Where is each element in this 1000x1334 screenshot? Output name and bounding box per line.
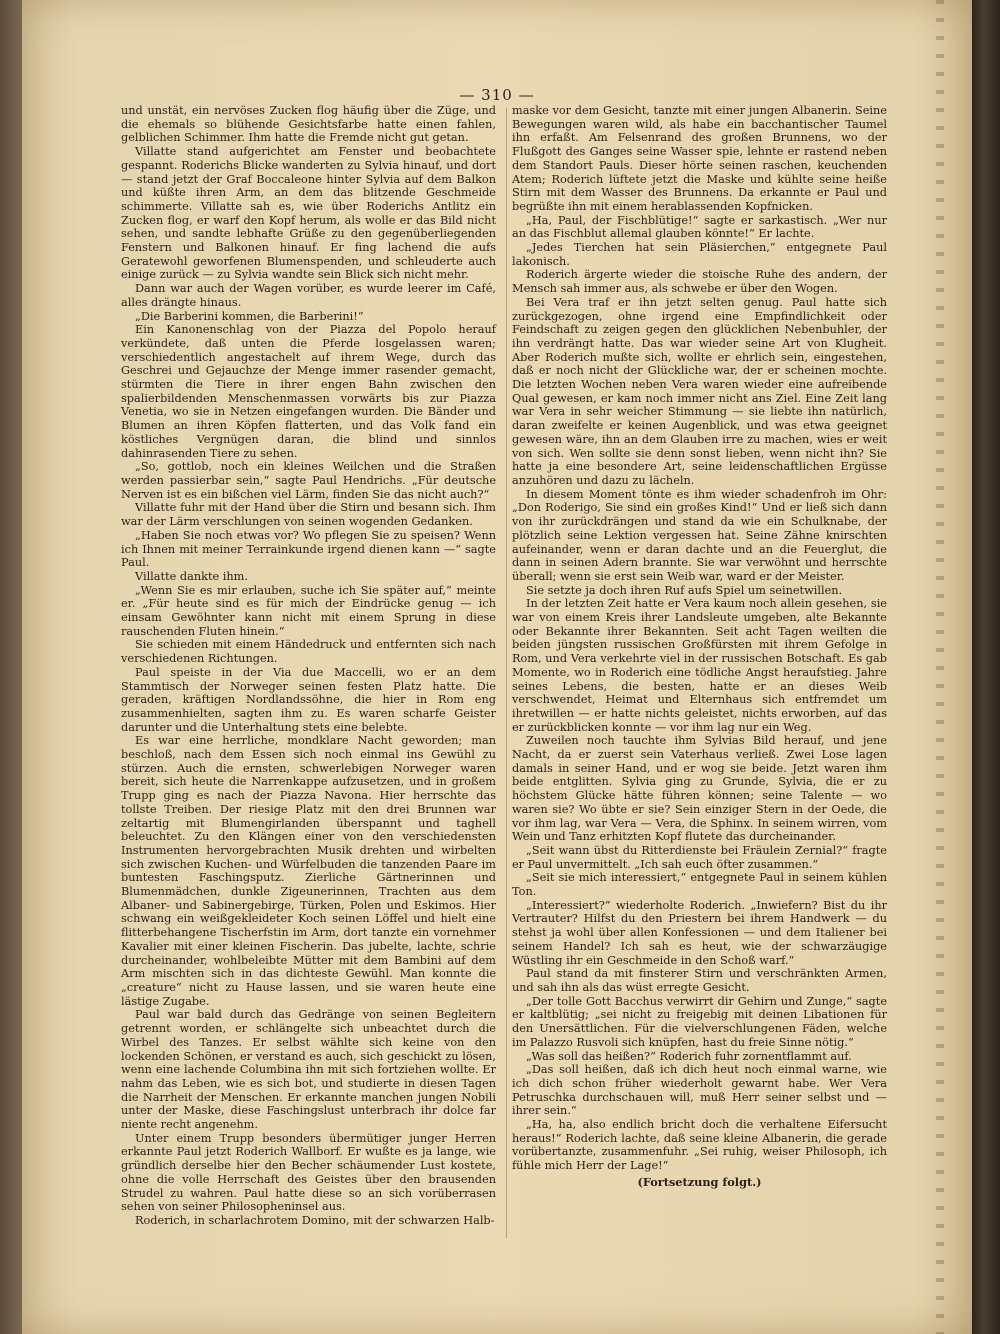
paragraph: Sie setzte ja doch ihren Ruf aufs Spiel um seinetwillen. <box>526 583 843 597</box>
paragraph: Zuweilen noch tauchte ihm Sylvias Bild herauf, und jene Nacht, da er zuerst sein Vaterhaus verließ. Zwei Lose lagen damals in seiner Hand, und er wog sie beide. Jetzt waren ihm beide entglitten. Sylvia ging zu Grunde, Sylvia, die er zu höchstem Glücke hätte führen können; seine Talente — wo waren sie? Wo übte er sie? Sein einziger Stern in der Oede, die vor ihm lag, war Vera — Vera, die Sphinx. In seinem wirren, vom Wein und Tanz erhitzten Kopf flutete das durcheinander. <box>512 734 887 844</box>
continuation-note: (Fortsetzung folgt.) <box>637 1174 762 1189</box>
paragraph: Ein Kanonenschlag von der Piazza del Popolo herauf verkündete, daß unten die Pferde losgelassen waren; verschiedentlich angestachelt auf ihrem Wege, durch das Geschrei und Gejauchze der Menge immer rasender gemacht, stürmten die Tiere in ihrer engen Bahn zwischen den spalierbildenden Menschenmassen vorwärts bis zur Piazza Venetia, wo sie in Netzen eingefangen wurden. Die Bänder und Blumen an ihren Köpfen flatterten, und das Volk fand ein köstliches Vergnügen daran, die blind und sinnlos dahinrasenden Tiere zu sehen. <box>121 323 496 460</box>
paragraph: „Seit wann übst du Ritterdienste bei Fräulein Zernial?“ fragte er Paul unvermittelt. „Ich sah euch öfter zusammen.“ <box>512 843 887 871</box>
book-spine-left <box>0 0 22 1334</box>
left-column <box>121 104 496 1228</box>
paragraph: Unter einem Trupp besonders übermütiger junger Herren erkannte Paul jetzt Roderich Wallborf. Er wußte es ja lange, wie gründlich derselbe hier den Becher schäumender Lust kostete, ohne die volle Herrschaft des Geistes über den brausenden Strudel zu wahren. Paul hatte diese so an sich vorüberrasen sehen von seiner Philosopheninsel aus. <box>121 1131 496 1214</box>
paragraph: „Seit sie mich interessiert,“ entgegnete Paul in seinem kühlen Ton. <box>512 871 887 899</box>
book-spine-right <box>972 0 1000 1334</box>
paragraph: „Das soll heißen, daß ich dich heut noch einmal warne, wie ich dich schon früher wiederholt gewarnt habe. Wer Vera Petruschka durchschauen will, muß Herr seiner selbst und — ihrer sein.“ <box>512 1063 887 1118</box>
book-page <box>22 0 972 1334</box>
right-column <box>512 104 887 1190</box>
paragraph: „Interessiert?“ wiederholte Roderich. „Inwiefern? Bist du ihr Vertrauter? Hilfst du den Priestern bei ihrem Handwerk — du stehst ja wohl über allen Konfessionen — und dem Italiener bei seinem Handel? Ich sah es heut, wie der schwarzäugige Wüstling ihr ein Geschmeide in den Schoß warf.“ <box>512 898 887 967</box>
paragraph: maske vor dem Gesicht, tanzte mit einer jungen Albanerin. Seine Bewegungen waren wild, als habe ein bacchantischer Taumel ihn erfaßt. Am Felsenrand des großen Brunnens, wo der Flußgott des Ganges seine Wasser spie, lehnte er rastend neben dem Standort Pauls. Dieser hörte seinen raschen, keuchenden Atem; Roderich lüftete jetzt die Maske und kühlte seine heiße Stirn mit dem Wasser des Brunnens. Da erkannte er Paul und begrüßte ihn mit einem herablassenden Kopfnicken. <box>512 104 887 213</box>
paragraph: „So, gottlob, noch ein kleines Weilchen und die Straßen werden passierbar sein,“ sagte Paul Hendrichs. „Für deutsche Nerven ist es ein bißchen viel Lärm, finden Sie das nicht auch?“ <box>121 460 496 501</box>
paragraph: „Ha, Paul, der Fischblütige!“ sagte er sarkastisch. „Wer nur an das Fischblut allemal glauben könnte!“ Er lachte. <box>512 213 887 241</box>
paragraph: „Was soll das heißen?“ Roderich fuhr zornentflammt auf. <box>526 1049 852 1063</box>
column-divider <box>506 108 507 1238</box>
paragraph: In der letzten Zeit hatte er Vera kaum noch allein gesehen, sie war von einem Kreis ihrer Landsleute umgeben, alte Bekannte oder Bekannte ihrer Bekannten. Seit acht Tagen weilten die beiden jüngsten russischen Großfürsten mit ihrem Gefolge in Rom, und Vera verkehrte viel in der russischen Botschaft. Es gab Momente, wo in Roderich eine tödliche Angst heraufstieg. Jahre seines Lebens, die besten, hatte er an dieses Weib verschwendet, Heimat und Elternhaus sich entfremdet um ihretwillen — er hatte nichts geleistet, nichts erworben, auf das er zurückblicken konnte — vor ihm lag nur ein Weg. <box>512 597 887 734</box>
paragraph: Sie schieden mit einem Händedruck und entfernten sich nach verschiedenen Richtungen. <box>121 638 496 666</box>
paragraph: Roderich, in scharlachrotem Domino, mit der schwarzen Halb- <box>135 1213 495 1227</box>
paragraph: „Wenn Sie es mir erlauben, suche ich Sie später auf,“ meinte er. „Für heute sind es für mich der Eindrücke genug — ich einsam Gewöhnter kann nicht mit einem Sprung in diese rauschenden Fluten hinein.“ <box>121 583 496 638</box>
paragraph: Paul speiste in der Via due Maccelli, wo er an dem Stammtisch der Norweger seinen festen Platz hatte. Die geraden, kräftigen Nordlandssöhne, die hier in Rom eng zusammenhielten, sagten ihm zu. Es waren scharfe Geister darunter und die Unterhaltung stets eine belebte. <box>121 665 496 734</box>
paragraph: „Ha, ha, also endlich bricht doch die verhaltene Eifersucht heraus!“ Roderich lachte, daß seine kleine Albanerin, die gerade vorübertanzte, zusammenfuhr. „Sei ruhig, weiser Philosoph, ich fühle mich Herr der Lage!“ <box>512 1118 887 1173</box>
paragraph: „Haben Sie noch etwas vor? Wo pflegen Sie zu speisen? Wenn ich Ihnen mit meiner Terrainkunde irgend dienen kann —“ sagte Paul. <box>121 528 496 570</box>
paragraph: Dann war auch der Wagen vorüber, es wurde leerer im Café, alles drängte hinaus. <box>121 282 496 309</box>
paragraph: Paul war bald durch das Gedränge von seinen Begleitern getrennt worden, er schlängelte sich unbeachtet durch die Wirbel des Tanzes. Er selbst wählte sich keine von den lockenden Schönen, er verstand es auch, sich geschickt zu lösen, wenn eine lachende Columbina ihn mit sich fortziehen wollte. Er nahm das Leben, wie es sich bot, und studierte in diesen Tagen die Narrheit der Menschen. Er erkannte manchen jungen Nobili unter der Maske, diese Faschingslust unterbrach ihr dolce far niente recht angenehm. <box>121 1008 496 1132</box>
paragraph: Roderich ärgerte wieder die stoische Ruhe des andern, der Mensch sah immer aus, als schwebe er über den Wogen. <box>512 268 887 296</box>
paragraph: und unstät, ein nervöses Zucken flog häufig über die Züge, und die ehemals so blühende Gesichtsfarbe hatte einen fahlen, gelblichen Schimmer. Ihm hatte die Fremde nicht gut getan. <box>121 104 496 145</box>
paragraph: In diesem Moment tönte es ihm wieder schadenfroh im Ohr: „Don Roderigo, Sie sind ein großes Kind!“ Und er ließ sich dann von ihr zurückdrängen und stand da wie ein Schulknabe, der plötzlich seine Lektion vergessen hat. Seine Zähne knirschten aufeinander, wenn er daran dachte und an die Feuerglut, die dann in seinen Adern brannte. Sie war verwöhnt und herrschte überall; wenn sie erst sein Weib war, ward er der Meister. <box>512 487 887 583</box>
paragraph: „Der tolle Gott Bacchus verwirrt dir Gehirn und Zunge,“ sagte er kaltblütig; „sei nicht zu freigebig mit deinen Libationen für den Unersättlichen. Für die vielverschlungenen Fäden, welche im Palazzo Rusvoli sich knüpfen, hast du freie Sinne nötig.“ <box>512 994 887 1049</box>
page-number: — 310 — <box>459 86 535 104</box>
paragraph: Paul stand da mit finsterer Stirn und verschränkten Armen, und sah ihn als das wüst erregte Gesicht. <box>512 967 887 994</box>
paragraph: Villatte fuhr mit der Hand über die Stirn und besann sich. Ihm war der Lärm verschlungen von seinen wogenden Gedanken. <box>121 501 496 529</box>
paragraph: Es war eine herrliche, mondklare Nacht geworden; man beschloß, nach dem Essen sich noch einmal ins Gewühl zu stürzen. Auch die ernsten, schwerlebigen Norweger waren bereit, sich heute die Narrenkappe aufzusetzen, und in großem Trupp ging es nach der Piazza Navona. Hier herrschte das tollste Treiben. Der riesige Platz mit den drei Brunnen war zeltartig mit Blumengirlanden überspannt und taghell beleuchtet. Zu den Klängen einer von den verschiedensten Instrumenten hervorgebrachten Musik drehten und wirbelten sich zwischen Kuchen- und Würfelbuden die tanzenden Paare im buntesten Faschingsputz. Zierliche Gärtnerinnen und Blumenmädchen, dunkle Zigeunerinnen, Trachten aus dem Albaner- und Sabinergebirge, Türken, Polen und Eskimos. Hier schwang ein weißgekleideter Koch seinen Löffel und hielt eine flitterbehangene Tischerfstin im Arm, dort tanzte ein vornehmer Kavalier mit einer kleinen Fischerin. Das jubelte, lachte, schrie durcheinander, wohlbeleibte Mütter mit dem Bambini auf dem Arm mischten sich in das dichteste Gewühl. Man konnte die „creature“ nicht zu Hause lassen, und sie waren heute eine lästige Zugabe. <box>121 734 496 1008</box>
paragraph: Villatte dankte ihm. <box>135 569 248 583</box>
paragraph: Bei Vera traf er ihn jetzt selten genug. Paul hatte sich zurückgezogen, ohne irgend eine Empfindlichkeit oder Feindschaft zu zeigen gegen den glücklichen Nebenbuhler, der ihn verdrängt hatte. Das war wieder seine Art von Klugheit. Aber Roderich mußte sich, wollte er ehrlich sein, eingestehen, daß er noch nicht der Glückliche war, der er scheinen mochte. Die letzten Wochen neben Vera waren wieder eine aufreibende Qual gewesen, er kam noch immer nicht ans Ziel. Eine Zeit lang war Vera in sehr weicher Stimmung — sie liebte ihn natürlich, daran zweifelte er keinen Augenblick, und was etwa geeignet gewesen wäre, ihn an dem Glauben irre zu machen, wies er weit von sich. Wen sollte sie denn sonst lieben, wenn nicht ihn? Sie hatte ja eine besondere Art, seine leidenschaftlichen Ergüsse anzuhören und dazu zu lächeln. <box>512 295 887 487</box>
paragraph: „Jedes Tierchen hat sein Pläsierchen,“ entgegnete Paul lakonisch. <box>512 241 887 268</box>
page-edge <box>936 0 944 1334</box>
paragraph: „Die Barberini kommen, die Barberini!“ <box>135 309 364 323</box>
paragraph: Villatte stand aufgerichtet am Fenster und beobachtete gespannt. Roderichs Blicke wanderten zu Sylvia hinauf, und dort — stand jetzt der Graf Boccaleone hinter Sylvia auf dem Balkon und küßte ihren Arm, an dem das blitzende Geschmeide schimmerte. Villatte sah es, wie über Roderichs Antlitz ein Zucken flog, er warf den Kopf herum, als wolle er das Bild nicht sehen, und sandte lebhafte Grüße zu den gegenüberliegenden Fenstern und Balkonen hinauf. Er fing lachend die aufs Geratewohl geworfenen Blumenspenden, und schleuderte auch einige zurück — zu Sylvia wandte sein Blick sich nicht mehr. <box>121 145 496 282</box>
